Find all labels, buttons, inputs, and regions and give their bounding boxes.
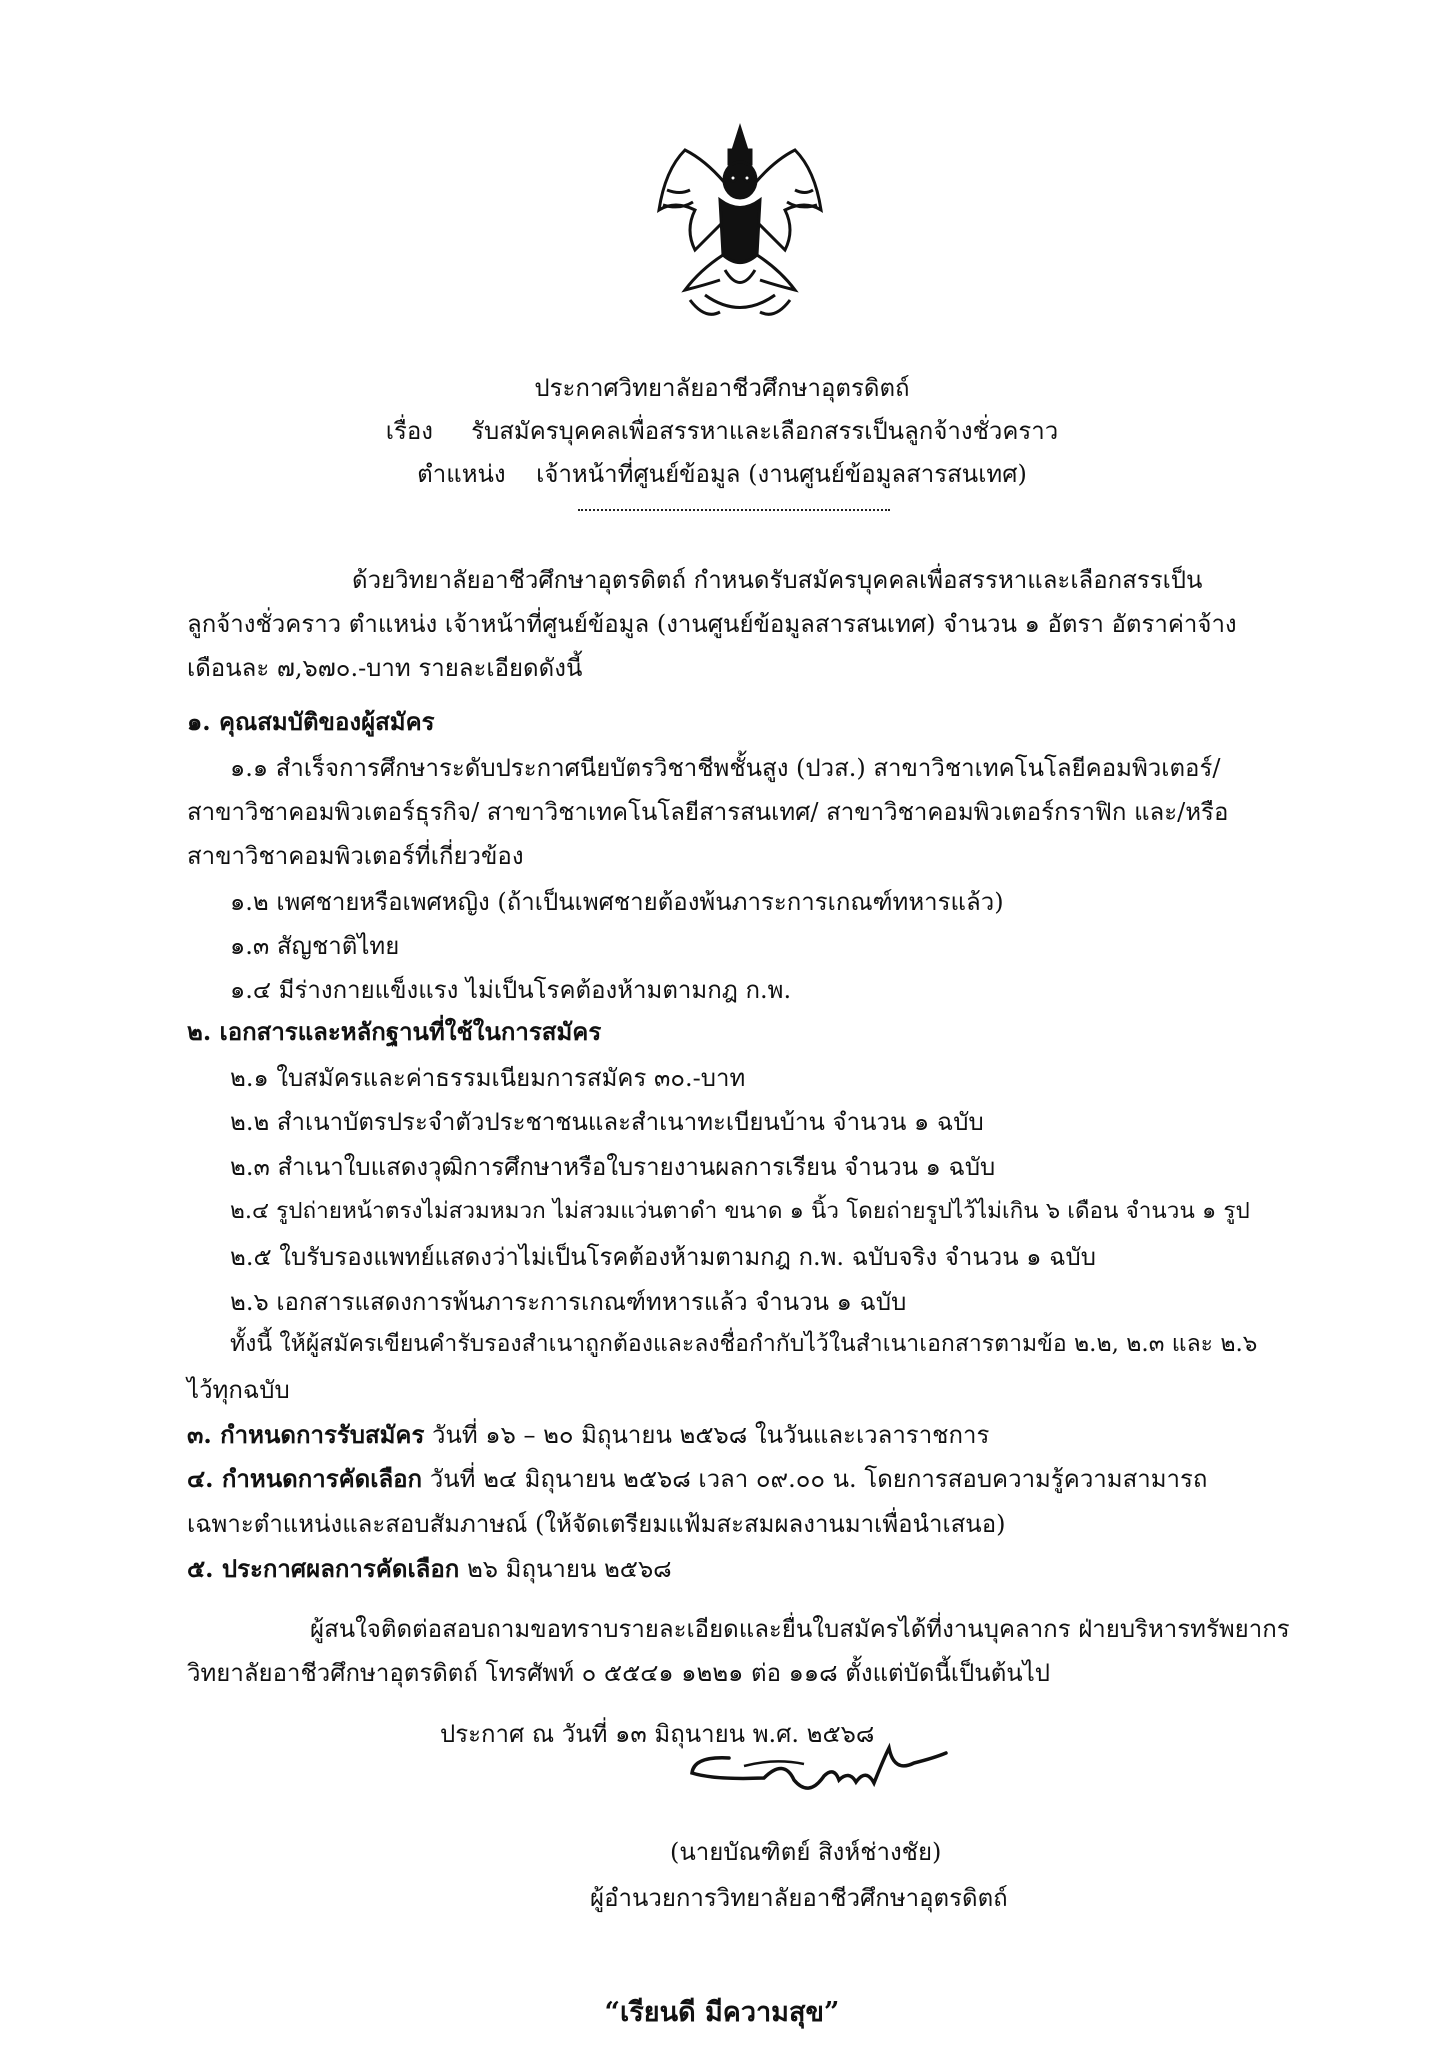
section-4-text: วันที่ ๒๔ มิถุนายน ๒๕๖๘ เวลา ๐๙.๐๐ น. โดยการสอบความรู้ความสามารถ <box>429 1465 1208 1493</box>
subject-text: รับสมัครบุคคลเพื่อสรรหาและเลือกสรรเป็นลูกจ้างชั่วคราว <box>471 417 1059 445</box>
item-1-2: ๑.๒ เพศชายหรือเพศหญิง (ถ้าเป็นเพศชายต้องพ้นภาระการเกณฑ์ทหารแล้ว) <box>230 888 1004 916</box>
position-text: เจ้าหน้าที่ศูนย์ข้อมูล (งานศูนย์ข้อมูลสารสนเทศ) <box>536 460 1027 488</box>
motto: “เรียนดี มีความสุข” <box>604 1997 840 2028</box>
section-3 <box>187 1415 989 1454</box>
item-2-6: ๒.๖ เอกสารแสดงการพ้นภาระการเกณฑ์ทหารแล้ว จำนวน ๑ ฉบับ <box>230 1288 907 1316</box>
item-2-5: ๒.๕ ใบรับรองแพทย์แสดงว่าไม่เป็นโรคต้องห้ามตามกฎ ก.พ. ฉบับจริง จำนวน ๑ ฉบับ <box>230 1243 1096 1271</box>
announcement-title: ประกาศวิทยาลัยอาชีวศึกษาอุตรดิตถ์ <box>534 374 910 402</box>
item-2-4: ๒.๔ รูปถ่ายหน้าตรงไม่สวมหมวก ไม่สวมแว่นตาดำ ขนาด ๑ นิ้ว โดยถ่ายรูปไว้ไม่เกิน ๖ เดือน จำนวน ๑ รูป <box>230 1198 1250 1224</box>
intro-line-3: เดือนละ ๗,๖๗๐.-บาท รายละเอียดดังนี้ <box>187 654 583 682</box>
position-label: ตำแหน่ง <box>417 460 506 488</box>
header-divider <box>578 509 890 511</box>
section-5 <box>187 1549 672 1588</box>
section-2-note-line-2: ไว้ทุกฉบับ <box>187 1376 290 1404</box>
intro-line-1: ด้วยวิทยาลัยอาชีวศึกษาอุตรดิตถ์ กำหนดรับสมัครบุคคลเพื่อสรรหาและเลือกสรรเป็น <box>352 566 1203 594</box>
section-5-label: ๕. ประกาศผลการคัดเลือก <box>187 1554 460 1583</box>
section-4-line-2: เฉพาะตำแหน่งและสอบสัมภาษณ์ (ให้จัดเตรียมแฟ้มสะสมผลงานมาเพื่อนำเสนอ) <box>187 1510 1006 1538</box>
section-2-note-line-1: ทั้งนี้ ให้ผู้สมัครเขียนคำรับรองสำเนาถูกต้องและลงชื่อกำกับไว้ในสำเนาเอกสารตามข้อ ๒.๒, ๒.๓ และ ๒.๖ <box>230 1331 1258 1357</box>
announcement-position <box>0 454 1444 493</box>
section-1-heading: ๑. คุณสมบัติของผู้สมัคร <box>187 707 435 736</box>
section-2-heading: ๒. เอกสารและหลักฐานที่ใช้ในการสมัคร <box>187 1017 602 1046</box>
intro-line-2: ลูกจ้างชั่วคราว ตำแหน่ง เจ้าหน้าที่ศูนย์ข้อมูล (งานศูนย์ข้อมูลสารสนเทศ) จำนวน ๑ อัตรา อัตราค่าจ้าง <box>187 610 1237 638</box>
section-4 <box>187 1459 1207 1498</box>
item-2-1: ๒.๑ ใบสมัครและค่าธรรมเนียมการสมัคร ๓๐.-บาท <box>230 1064 746 1092</box>
item-2-2: ๒.๒ สำเนาบัตรประจำตัวประชาชนและสำเนาทะเบียนบ้าน จำนวน ๑ ฉบับ <box>230 1108 984 1136</box>
section-4-label: ๔. กำหนดการคัดเลือก <box>187 1464 423 1493</box>
item-1-4: ๑.๔ มีร่างกายแข็งแรง ไม่เป็นโรคต้องห้ามตามกฎ ก.พ. <box>230 976 792 1004</box>
garuda-emblem-icon <box>645 120 835 335</box>
contact-line-2: วิทยาลัยอาชีวศึกษาอุตรดิตถ์ โทรศัพท์ ๐ ๕๕๔๑ ๑๒๒๑ ต่อ ๑๑๘ ตั้งแต่บัดนี้เป็นต้นไป <box>187 1659 1050 1687</box>
item-1-1-line-2: สาขาวิชาคอมพิวเตอร์ธุรกิจ/ สาขาวิชาเทคโนโลยีสารสนเทศ/ สาขาวิชาคอมพิวเตอร์กราฟิก และ/หรือ <box>187 798 1229 826</box>
announcement-dateline: ประกาศ ณ วันที่ ๑๓ มิถุนายน พ.ศ. ๒๕๖๘ <box>440 1720 875 1748</box>
announcement-subject <box>0 411 1444 450</box>
item-2-3: ๒.๓ สำเนาใบแสดงวุฒิการศึกษาหรือใบรายงานผลการเรียน จำนวน ๑ ฉบับ <box>230 1153 996 1181</box>
signer-name: (นายบัณฑิตย์ สิงห์ช่างชัย) <box>670 1838 942 1866</box>
subject-label: เรื่อง <box>385 417 433 445</box>
signature-icon <box>684 1728 974 1808</box>
section-3-label: ๓. กำหนดการรับสมัคร <box>187 1420 425 1449</box>
item-1-1-line-3: สาขาวิชาคอมพิวเตอร์ที่เกี่ยวข้อง <box>187 842 524 870</box>
section-3-text: วันที่ ๑๖ – ๒๐ มิถุนายน ๒๕๖๘ ในวันและเวลาราชการ <box>432 1421 990 1449</box>
item-1-1-line-1: ๑.๑ สำเร็จการศึกษาระดับประกาศนียบัตรวิชาชีพชั้นสูง (ปวส.) สาขาวิชาเทคโนโลยีคอมพิวเตอร์/ <box>230 754 1221 782</box>
contact-line-1: ผู้สนใจติดต่อสอบถามขอทราบรายละเอียดและยื่นใบสมัครได้ที่งานบุคลากร ฝ่ายบริหารทรัพยากร <box>310 1615 1290 1643</box>
signer-title: ผู้อำนวยการวิทยาลัยอาชีวศึกษาอุตรดิตถ์ <box>590 1884 1008 1912</box>
item-1-3: ๑.๓ สัญชาติไทย <box>230 932 400 960</box>
section-5-text: ๒๖ มิถุนายน ๒๕๖๘ <box>466 1555 672 1583</box>
